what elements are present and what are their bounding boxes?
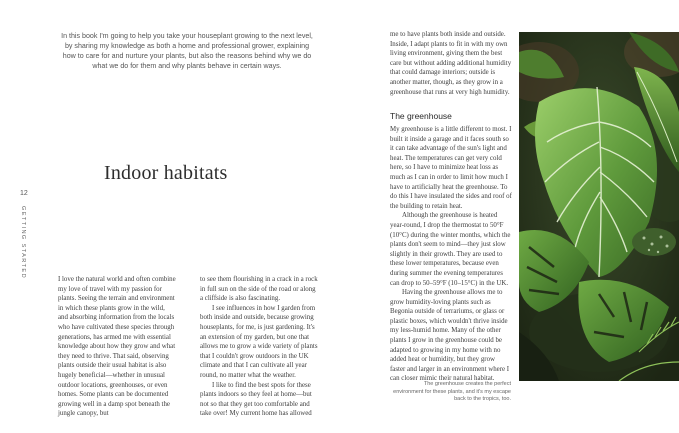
- greenhouse-plant-photo: [519, 32, 679, 381]
- body-column-3: [390, 30, 512, 97]
- section-heading: The greenhouse: [390, 111, 452, 121]
- body-column-4: [390, 125, 512, 384]
- body-paragraph: to see them flourishing in a crack in a rock in full sun on the side of the road or along a cliffside is also fascinating.: [200, 276, 318, 303]
- chapter-title: Indoor habitats: [104, 162, 228, 184]
- body-paragraph: Having the greenhouse allows me to grow humidity-loving plants such as Begonia outside of terrariums, or glass or plastic boxes, which wouldn't thrive inside my less-humid home. Many of the other plants I grow in the greenhouse could be adapted to growing in my home with no added heat or humidity, but they grow faster and larger in an environment where I can closer mimic their natural habitat.: [390, 289, 510, 383]
- body-paragraph: me to have plants both inside and outside. Inside, I adapt plants to fit in with my own living environment, giving them the best care but without adding additional humidity that could damage interiors; outside is another matter, though, as they grow in a greenhouse that runs at very high humidity.: [390, 31, 512, 96]
- body-paragraph: My greenhouse is a little different to most. I built it inside a garage and it faces south so it can take advantage of the sun's light and heat. The temperatures can get very cold here, so I have to minimize heat loss as much as I can in order to limit how much I have to artificially heat the greenhouse. To do this I have insulated the sides and roof of the building to retain heat.: [390, 126, 512, 210]
- body-paragraph: Although the greenhouse is heated year-round, I drop the thermostat to 50°F (10°C) during the winter months, which the plants don't seem to mind—they just slow slightly in their growth. They are used to these lower temperatures, because even during summer the evening temperatures can drop to 50–59°F (10–15°C) in the UK.: [390, 212, 511, 287]
- body-paragraph: I see influences in how I garden from both inside and outside, because growing houseplants, for me, is just gardening. It's an extension of my garden, but one that allows me to grow a wide variety of plants that I couldn't grow outdoors in the UK climate and that I can cultivate all year round, no matter what the weather.: [200, 304, 318, 379]
- photo-caption: The greenhouse creates the perfect environment for these plants, and it's my escape back to the tropics, too.: [393, 381, 511, 402]
- body-paragraph: I like to find the best spots for these plants indoors so they feel at home—but not so that they get too comfortable and take over! My current home has allowed: [200, 381, 312, 418]
- intro-paragraph: In this book I'm going to help you take your houseplant growing to the next level, by sharing my knowledge as both a home and professional grower, explaining how to care for and nurture your plants, but also the reasons behind why we do what we do for them and why plants behave in certain ways.: [61, 32, 313, 70]
- running-head-container: [19, 206, 27, 296]
- body-column-2: [200, 275, 318, 419]
- page-number: 12: [20, 190, 28, 197]
- body-column-1: [58, 275, 176, 419]
- body-paragraph: I love the natural world and often combine my love of travel with my passion for plants. Seeing the terrain and environment in which these plants grow in the wild, and absorbing information from the locals who have cultivated these species through generations, has armed me with essential knowledge about how they grow and what they need to thrive. That said, observing plants outside their usual habitat is also hugely beneficial—whether in unusual outdoor locations, greenhouses, or even homes. Some plants can be documented growing well in a damp spot beneath the jungle canopy, but: [58, 276, 176, 418]
- running-head: GETTING STARTED: [20, 206, 26, 280]
